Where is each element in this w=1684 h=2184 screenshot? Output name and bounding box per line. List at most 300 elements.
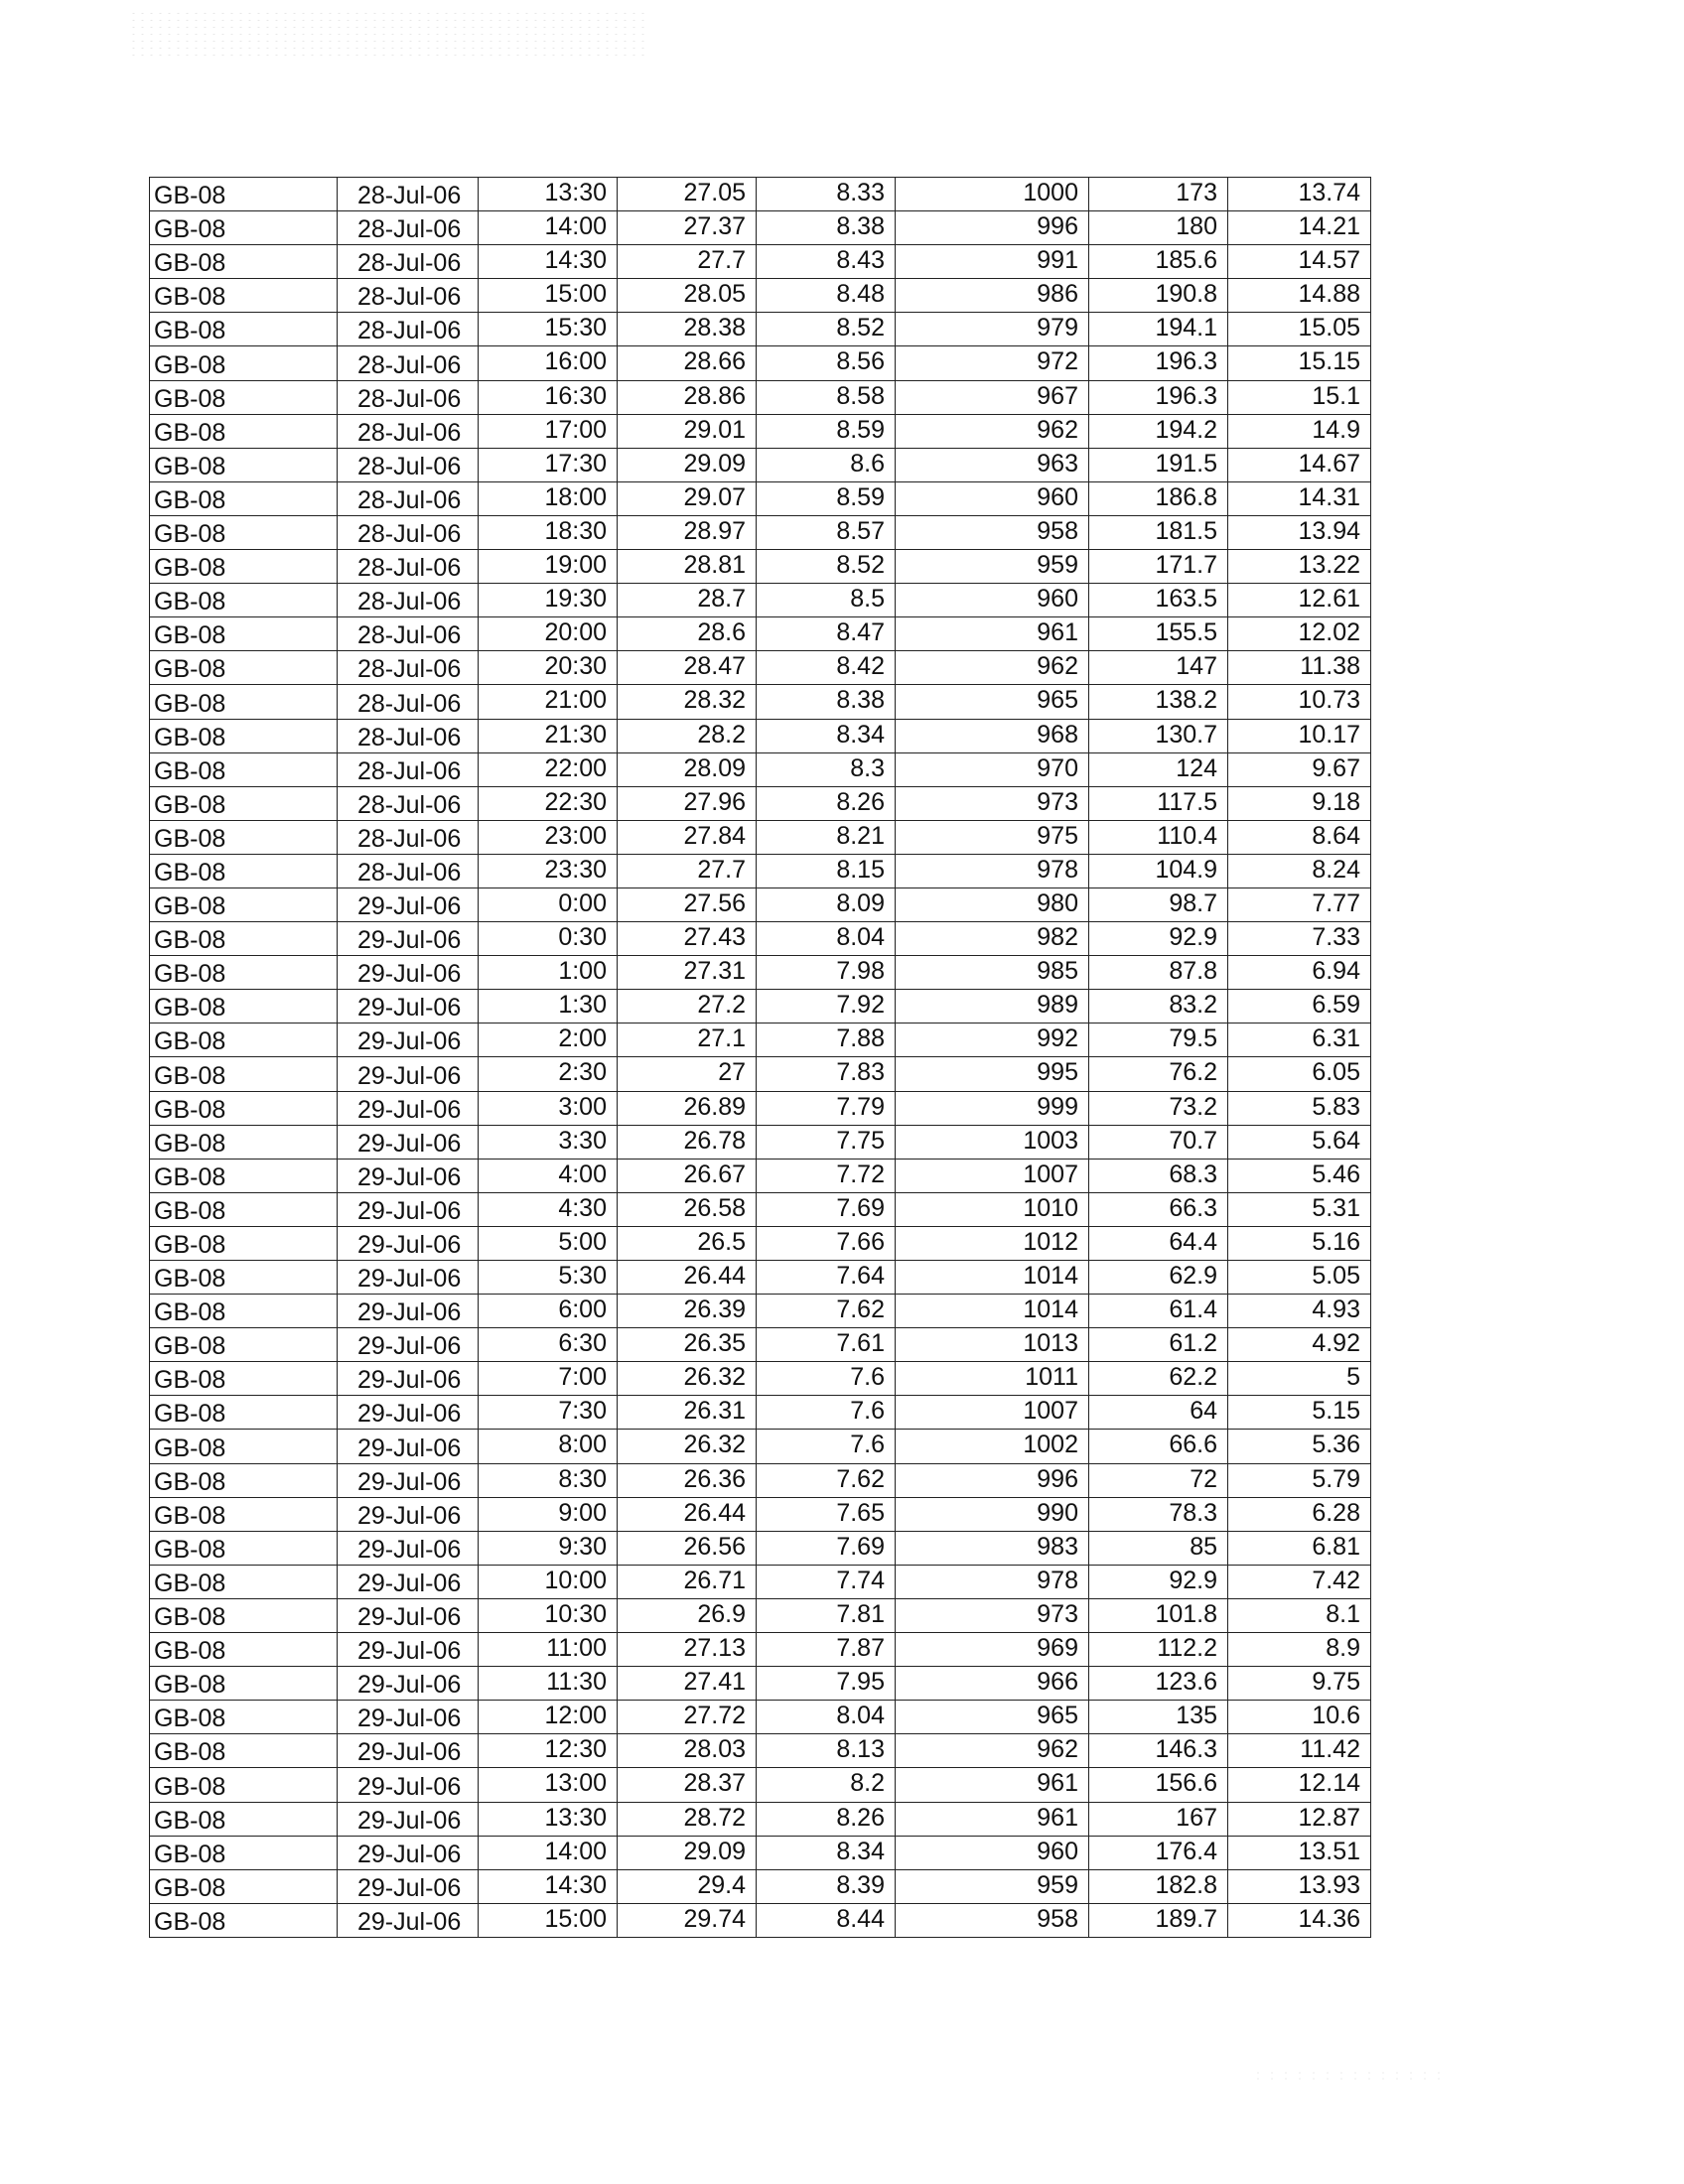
value-c-cell: 978 (896, 854, 1089, 887)
station-cell: GB-08 (150, 1598, 338, 1632)
date-cell: 28-Jul-06 (338, 380, 479, 414)
value-c-cell: 962 (896, 414, 1089, 448)
value-d-cell: 156.6 (1089, 1768, 1228, 1802)
value-b-cell: 8.33 (757, 178, 896, 211)
value-b-cell: 8.43 (757, 245, 896, 279)
value-c-cell: 961 (896, 1768, 1089, 1802)
value-a-cell: 28.81 (618, 550, 757, 584)
time-cell: 14:30 (479, 1869, 618, 1903)
value-e-cell: 6.81 (1228, 1531, 1371, 1565)
value-a-cell: 27.96 (618, 786, 757, 820)
value-b-cell: 8.57 (757, 515, 896, 549)
value-c-cell: 972 (896, 346, 1089, 380)
value-d-cell: 73.2 (1089, 1091, 1228, 1125)
time-cell: 0:30 (479, 922, 618, 956)
station-cell: GB-08 (150, 956, 338, 990)
table-row (150, 719, 1371, 752)
value-c-cell: 975 (896, 820, 1089, 854)
value-a-cell: 27.7 (618, 245, 757, 279)
date-cell: 28-Jul-06 (338, 414, 479, 448)
value-c-cell: 986 (896, 279, 1089, 313)
value-b-cell: 8.58 (757, 380, 896, 414)
value-e-cell: 5.64 (1228, 1125, 1371, 1159)
station-cell: GB-08 (150, 1497, 338, 1531)
time-cell: 14:00 (479, 1836, 618, 1869)
station-cell: GB-08 (150, 481, 338, 515)
date-cell: 29-Jul-06 (338, 1836, 479, 1869)
table-row (150, 1633, 1371, 1667)
station-cell: GB-08 (150, 1057, 338, 1091)
value-c-cell: 983 (896, 1531, 1089, 1565)
value-d-cell: 182.8 (1089, 1869, 1228, 1903)
value-e-cell: 8.9 (1228, 1633, 1371, 1667)
time-cell: 10:30 (479, 1598, 618, 1632)
value-a-cell: 26.71 (618, 1565, 757, 1598)
value-b-cell: 7.64 (757, 1261, 896, 1295)
value-e-cell: 10.73 (1228, 685, 1371, 719)
value-b-cell: 8.52 (757, 550, 896, 584)
data-table (149, 177, 1371, 1938)
value-e-cell: 15.15 (1228, 346, 1371, 380)
value-d-cell: 191.5 (1089, 448, 1228, 481)
value-d-cell: 87.8 (1089, 956, 1228, 990)
value-d-cell: 196.3 (1089, 346, 1228, 380)
value-d-cell: 130.7 (1089, 719, 1228, 752)
station-cell: GB-08 (150, 1802, 338, 1836)
date-cell: 29-Jul-06 (338, 1869, 479, 1903)
value-a-cell: 26.44 (618, 1497, 757, 1531)
value-a-cell: 27.1 (618, 1024, 757, 1057)
date-cell: 29-Jul-06 (338, 1295, 479, 1328)
table-row (150, 178, 1371, 211)
value-d-cell: 176.4 (1089, 1836, 1228, 1869)
value-c-cell: 990 (896, 1497, 1089, 1531)
value-b-cell: 7.61 (757, 1328, 896, 1362)
value-c-cell: 962 (896, 651, 1089, 685)
value-b-cell: 7.69 (757, 1531, 896, 1565)
time-cell: 1:00 (479, 956, 618, 990)
table-row (150, 752, 1371, 786)
time-cell: 15:00 (479, 279, 618, 313)
value-d-cell: 146.3 (1089, 1734, 1228, 1768)
value-e-cell: 10.17 (1228, 719, 1371, 752)
time-cell: 6:30 (479, 1328, 618, 1362)
date-cell: 28-Jul-06 (338, 752, 479, 786)
table-row (150, 1295, 1371, 1328)
scan-noise-bottom (1251, 2070, 1450, 2080)
date-cell: 29-Jul-06 (338, 1159, 479, 1192)
value-e-cell: 7.33 (1228, 922, 1371, 956)
value-c-cell: 973 (896, 1598, 1089, 1632)
table-row (150, 1463, 1371, 1497)
value-b-cell: 8.34 (757, 1836, 896, 1869)
table-row (150, 1091, 1371, 1125)
value-d-cell: 62.9 (1089, 1261, 1228, 1295)
value-c-cell: 995 (896, 1057, 1089, 1091)
value-e-cell: 12.87 (1228, 1802, 1371, 1836)
value-d-cell: 98.7 (1089, 887, 1228, 921)
date-cell: 28-Jul-06 (338, 550, 479, 584)
value-b-cell: 7.65 (757, 1497, 896, 1531)
station-cell: GB-08 (150, 719, 338, 752)
value-c-cell: 958 (896, 1903, 1089, 1937)
date-cell: 29-Jul-06 (338, 1903, 479, 1937)
table-row (150, 1531, 1371, 1565)
time-cell: 23:30 (479, 854, 618, 887)
date-cell: 29-Jul-06 (338, 1531, 479, 1565)
station-cell: GB-08 (150, 1667, 338, 1701)
table-row (150, 1667, 1371, 1701)
value-e-cell: 14.36 (1228, 1903, 1371, 1937)
value-c-cell: 968 (896, 719, 1089, 752)
date-cell: 29-Jul-06 (338, 1226, 479, 1260)
table-row (150, 245, 1371, 279)
value-c-cell: 979 (896, 313, 1089, 346)
station-cell: GB-08 (150, 786, 338, 820)
time-cell: 10:00 (479, 1565, 618, 1598)
value-e-cell: 9.18 (1228, 786, 1371, 820)
value-c-cell: 1013 (896, 1328, 1089, 1362)
value-b-cell: 8.44 (757, 1903, 896, 1937)
value-a-cell: 26.32 (618, 1430, 757, 1463)
value-d-cell: 155.5 (1089, 617, 1228, 651)
value-a-cell: 26.32 (618, 1362, 757, 1396)
station-cell: GB-08 (150, 1701, 338, 1734)
value-c-cell: 959 (896, 1869, 1089, 1903)
value-e-cell: 5.05 (1228, 1261, 1371, 1295)
value-d-cell: 190.8 (1089, 279, 1228, 313)
value-a-cell: 26.35 (618, 1328, 757, 1362)
table-row (150, 990, 1371, 1024)
value-d-cell: 147 (1089, 651, 1228, 685)
date-cell: 29-Jul-06 (338, 956, 479, 990)
station-cell: GB-08 (150, 922, 338, 956)
value-c-cell: 958 (896, 515, 1089, 549)
value-d-cell: 70.7 (1089, 1125, 1228, 1159)
station-cell: GB-08 (150, 1261, 338, 1295)
date-cell: 28-Jul-06 (338, 719, 479, 752)
value-a-cell: 28.03 (618, 1734, 757, 1768)
value-b-cell: 7.81 (757, 1598, 896, 1632)
time-cell: 11:00 (479, 1633, 618, 1667)
table-row (150, 820, 1371, 854)
table-row (150, 1734, 1371, 1768)
value-a-cell: 27.72 (618, 1701, 757, 1734)
value-c-cell: 961 (896, 617, 1089, 651)
value-c-cell: 966 (896, 1667, 1089, 1701)
station-cell: GB-08 (150, 1192, 338, 1226)
value-c-cell: 992 (896, 1024, 1089, 1057)
value-d-cell: 79.5 (1089, 1024, 1228, 1057)
date-cell: 29-Jul-06 (338, 1734, 479, 1768)
value-a-cell: 29.74 (618, 1903, 757, 1937)
value-d-cell: 196.3 (1089, 380, 1228, 414)
table-row (150, 1226, 1371, 1260)
value-d-cell: 135 (1089, 1701, 1228, 1734)
date-cell: 28-Jul-06 (338, 481, 479, 515)
date-cell: 28-Jul-06 (338, 211, 479, 245)
station-cell: GB-08 (150, 685, 338, 719)
value-a-cell: 28.72 (618, 1802, 757, 1836)
date-cell: 29-Jul-06 (338, 1328, 479, 1362)
table-row (150, 515, 1371, 549)
date-cell: 28-Jul-06 (338, 820, 479, 854)
station-cell: GB-08 (150, 380, 338, 414)
value-a-cell: 27.7 (618, 854, 757, 887)
value-e-cell: 8.1 (1228, 1598, 1371, 1632)
table-row (150, 1396, 1371, 1430)
station-cell: GB-08 (150, 1633, 338, 1667)
time-cell: 15:00 (479, 1903, 618, 1937)
station-cell: GB-08 (150, 1903, 338, 1937)
station-cell: GB-08 (150, 820, 338, 854)
value-a-cell: 26.56 (618, 1531, 757, 1565)
date-cell: 28-Jul-06 (338, 515, 479, 549)
station-cell: GB-08 (150, 1091, 338, 1125)
date-cell: 29-Jul-06 (338, 1633, 479, 1667)
station-cell: GB-08 (150, 1463, 338, 1497)
value-b-cell: 8.59 (757, 414, 896, 448)
table-row (150, 1869, 1371, 1903)
value-d-cell: 171.7 (1089, 550, 1228, 584)
table-row (150, 380, 1371, 414)
date-cell: 29-Jul-06 (338, 1192, 479, 1226)
time-cell: 9:00 (479, 1497, 618, 1531)
value-b-cell: 7.87 (757, 1633, 896, 1667)
time-cell: 15:30 (479, 313, 618, 346)
station-cell: GB-08 (150, 448, 338, 481)
value-c-cell: 969 (896, 1633, 1089, 1667)
station-cell: GB-08 (150, 1565, 338, 1598)
value-d-cell: 66.6 (1089, 1430, 1228, 1463)
value-a-cell: 26.31 (618, 1396, 757, 1430)
table-row (150, 1802, 1371, 1836)
value-c-cell: 999 (896, 1091, 1089, 1125)
value-d-cell: 123.6 (1089, 1667, 1228, 1701)
value-e-cell: 13.94 (1228, 515, 1371, 549)
table-row (150, 313, 1371, 346)
value-a-cell: 27.31 (618, 956, 757, 990)
value-b-cell: 8.26 (757, 786, 896, 820)
value-e-cell: 5.15 (1228, 1396, 1371, 1430)
value-b-cell: 7.62 (757, 1295, 896, 1328)
time-cell: 14:30 (479, 245, 618, 279)
value-d-cell: 138.2 (1089, 685, 1228, 719)
station-cell: GB-08 (150, 1295, 338, 1328)
value-a-cell: 29.09 (618, 1836, 757, 1869)
table-row (150, 1903, 1371, 1937)
value-c-cell: 1002 (896, 1430, 1089, 1463)
value-d-cell: 92.9 (1089, 1565, 1228, 1598)
value-a-cell: 28.2 (618, 719, 757, 752)
value-e-cell: 5.31 (1228, 1192, 1371, 1226)
value-d-cell: 76.2 (1089, 1057, 1228, 1091)
value-a-cell: 28.38 (618, 313, 757, 346)
time-cell: 13:00 (479, 1768, 618, 1802)
value-e-cell: 14.9 (1228, 414, 1371, 448)
value-e-cell: 5.79 (1228, 1463, 1371, 1497)
value-d-cell: 72 (1089, 1463, 1228, 1497)
value-a-cell: 27.37 (618, 211, 757, 245)
value-e-cell: 11.38 (1228, 651, 1371, 685)
table-row (150, 1024, 1371, 1057)
value-b-cell: 8.34 (757, 719, 896, 752)
value-c-cell: 963 (896, 448, 1089, 481)
table-row (150, 685, 1371, 719)
value-d-cell: 101.8 (1089, 1598, 1228, 1632)
value-b-cell: 8.04 (757, 922, 896, 956)
date-cell: 29-Jul-06 (338, 1024, 479, 1057)
date-cell: 28-Jul-06 (338, 313, 479, 346)
time-cell: 23:00 (479, 820, 618, 854)
value-e-cell: 6.28 (1228, 1497, 1371, 1531)
station-cell: GB-08 (150, 990, 338, 1024)
date-cell: 29-Jul-06 (338, 1565, 479, 1598)
value-a-cell: 26.78 (618, 1125, 757, 1159)
time-cell: 20:00 (479, 617, 618, 651)
table-row (150, 786, 1371, 820)
value-c-cell: 967 (896, 380, 1089, 414)
table-row (150, 1565, 1371, 1598)
time-cell: 0:00 (479, 887, 618, 921)
value-a-cell: 29.4 (618, 1869, 757, 1903)
value-e-cell: 10.6 (1228, 1701, 1371, 1734)
date-cell: 28-Jul-06 (338, 617, 479, 651)
value-b-cell: 8.42 (757, 651, 896, 685)
date-cell: 28-Jul-06 (338, 178, 479, 211)
time-cell: 21:00 (479, 685, 618, 719)
time-cell: 22:00 (479, 752, 618, 786)
value-b-cell: 7.6 (757, 1396, 896, 1430)
station-cell: GB-08 (150, 550, 338, 584)
value-a-cell: 29.01 (618, 414, 757, 448)
station-cell: GB-08 (150, 752, 338, 786)
table-row (150, 279, 1371, 313)
date-cell: 29-Jul-06 (338, 1598, 479, 1632)
value-c-cell: 965 (896, 1701, 1089, 1734)
value-d-cell: 85 (1089, 1531, 1228, 1565)
value-e-cell: 6.59 (1228, 990, 1371, 1024)
date-cell: 28-Jul-06 (338, 279, 479, 313)
value-d-cell: 194.2 (1089, 414, 1228, 448)
value-b-cell: 8.5 (757, 584, 896, 617)
time-cell: 18:30 (479, 515, 618, 549)
value-d-cell: 62.2 (1089, 1362, 1228, 1396)
value-a-cell: 27.13 (618, 1633, 757, 1667)
station-cell: GB-08 (150, 1531, 338, 1565)
value-a-cell: 28.6 (618, 617, 757, 651)
value-d-cell: 117.5 (1089, 786, 1228, 820)
value-b-cell: 8.26 (757, 1802, 896, 1836)
value-e-cell: 5.46 (1228, 1159, 1371, 1192)
value-b-cell: 7.95 (757, 1667, 896, 1701)
value-a-cell: 28.09 (618, 752, 757, 786)
value-b-cell: 8.56 (757, 346, 896, 380)
date-cell: 28-Jul-06 (338, 346, 479, 380)
time-cell: 12:30 (479, 1734, 618, 1768)
time-cell: 13:30 (479, 1802, 618, 1836)
value-e-cell: 15.1 (1228, 380, 1371, 414)
value-d-cell: 186.8 (1089, 481, 1228, 515)
time-cell: 13:30 (479, 178, 618, 211)
station-cell: GB-08 (150, 346, 338, 380)
value-d-cell: 64.4 (1089, 1226, 1228, 1260)
time-cell: 9:30 (479, 1531, 618, 1565)
date-cell: 29-Jul-06 (338, 1091, 479, 1125)
value-b-cell: 8.3 (757, 752, 896, 786)
value-a-cell: 26.58 (618, 1192, 757, 1226)
value-e-cell: 13.51 (1228, 1836, 1371, 1869)
table-row (150, 550, 1371, 584)
station-cell: GB-08 (150, 584, 338, 617)
value-e-cell: 14.57 (1228, 245, 1371, 279)
value-a-cell: 28.86 (618, 380, 757, 414)
station-cell: GB-08 (150, 651, 338, 685)
value-a-cell: 26.44 (618, 1261, 757, 1295)
value-e-cell: 12.02 (1228, 617, 1371, 651)
value-d-cell: 185.6 (1089, 245, 1228, 279)
table-row (150, 1125, 1371, 1159)
value-d-cell: 64 (1089, 1396, 1228, 1430)
time-cell: 18:00 (479, 481, 618, 515)
value-c-cell: 978 (896, 1565, 1089, 1598)
station-cell: GB-08 (150, 1869, 338, 1903)
table-row (150, 1159, 1371, 1192)
station-cell: GB-08 (150, 1430, 338, 1463)
time-cell: 2:00 (479, 1024, 618, 1057)
time-cell: 3:30 (479, 1125, 618, 1159)
value-c-cell: 970 (896, 752, 1089, 786)
station-cell: GB-08 (150, 1024, 338, 1057)
value-b-cell: 8.39 (757, 1869, 896, 1903)
table-row (150, 651, 1371, 685)
value-e-cell: 6.05 (1228, 1057, 1371, 1091)
value-b-cell: 8.6 (757, 448, 896, 481)
value-a-cell: 28.37 (618, 1768, 757, 1802)
station-cell: GB-08 (150, 1226, 338, 1260)
time-cell: 4:00 (479, 1159, 618, 1192)
value-b-cell: 8.48 (757, 279, 896, 313)
value-a-cell: 28.47 (618, 651, 757, 685)
value-d-cell: 92.9 (1089, 922, 1228, 956)
value-c-cell: 996 (896, 211, 1089, 245)
time-cell: 16:00 (479, 346, 618, 380)
value-b-cell: 8.15 (757, 854, 896, 887)
date-cell: 28-Jul-06 (338, 854, 479, 887)
station-cell: GB-08 (150, 414, 338, 448)
date-cell: 29-Jul-06 (338, 1057, 479, 1091)
table-row (150, 956, 1371, 990)
value-c-cell: 1000 (896, 178, 1089, 211)
time-cell: 2:30 (479, 1057, 618, 1091)
value-b-cell: 8.04 (757, 1701, 896, 1734)
value-c-cell: 1011 (896, 1362, 1089, 1396)
value-d-cell: 83.2 (1089, 990, 1228, 1024)
table-row (150, 1768, 1371, 1802)
value-e-cell: 12.14 (1228, 1768, 1371, 1802)
value-e-cell: 9.75 (1228, 1667, 1371, 1701)
table-row (150, 481, 1371, 515)
station-cell: GB-08 (150, 313, 338, 346)
value-b-cell: 8.38 (757, 685, 896, 719)
value-a-cell: 26.67 (618, 1159, 757, 1192)
date-cell: 28-Jul-06 (338, 786, 479, 820)
station-cell: GB-08 (150, 1734, 338, 1768)
date-cell: 28-Jul-06 (338, 584, 479, 617)
table-row (150, 1261, 1371, 1295)
table-row (150, 1598, 1371, 1632)
table-row (150, 584, 1371, 617)
